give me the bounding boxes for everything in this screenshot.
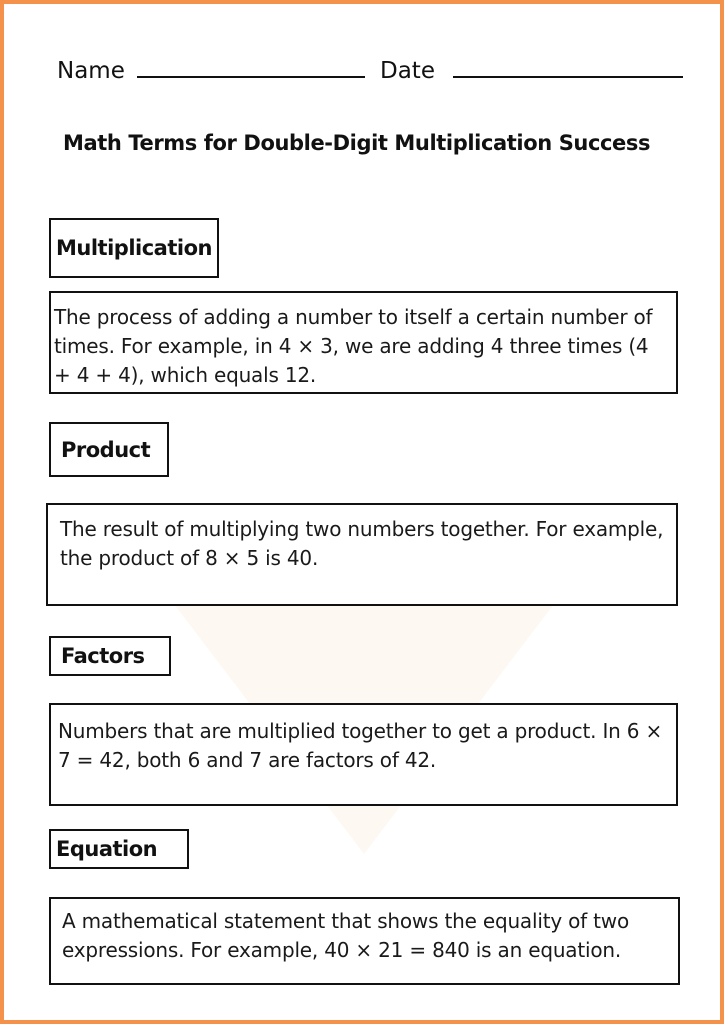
term-box-equation xyxy=(49,829,189,869)
name-label: Name xyxy=(57,58,125,84)
definition-box-factors xyxy=(49,703,678,806)
term-label: Multiplication xyxy=(56,236,212,260)
date-label: Date xyxy=(380,58,435,84)
worksheet-title: Math Terms for Double-Digit Multiplication Success xyxy=(63,131,651,155)
definition-box-multiplication xyxy=(49,291,678,394)
definition-box-product xyxy=(46,503,678,606)
term-box-multiplication xyxy=(49,218,219,278)
definition-box-equation xyxy=(49,897,680,985)
term-box-product xyxy=(49,422,169,477)
definition-text: The result of multiplying two numbers together. For example, the product of 8 × 5 is 40. xyxy=(60,517,664,570)
date-line[interactable] xyxy=(453,76,683,78)
term-label: Product xyxy=(61,437,151,462)
definition-text: A mathematical statement that shows the equality of two expressions. For example, 40 × 21 = 840 is an equation. xyxy=(62,909,629,962)
term-label: Factors xyxy=(61,644,145,668)
name-date-row xyxy=(53,56,693,90)
name-line[interactable] xyxy=(137,76,365,78)
term-label: Equation xyxy=(56,837,158,861)
term-box-factors xyxy=(49,636,171,676)
definition-text: Numbers that are multiplied together to get a product. In 6 × 7 = 42, both 6 and 7 are factors of 42. xyxy=(58,719,663,772)
definition-text: The process of adding a number to itself a certain number of times. For example, in 4 × 3, we are adding 4 three times (4 + 4 + 4), which equals 12. xyxy=(54,305,653,387)
